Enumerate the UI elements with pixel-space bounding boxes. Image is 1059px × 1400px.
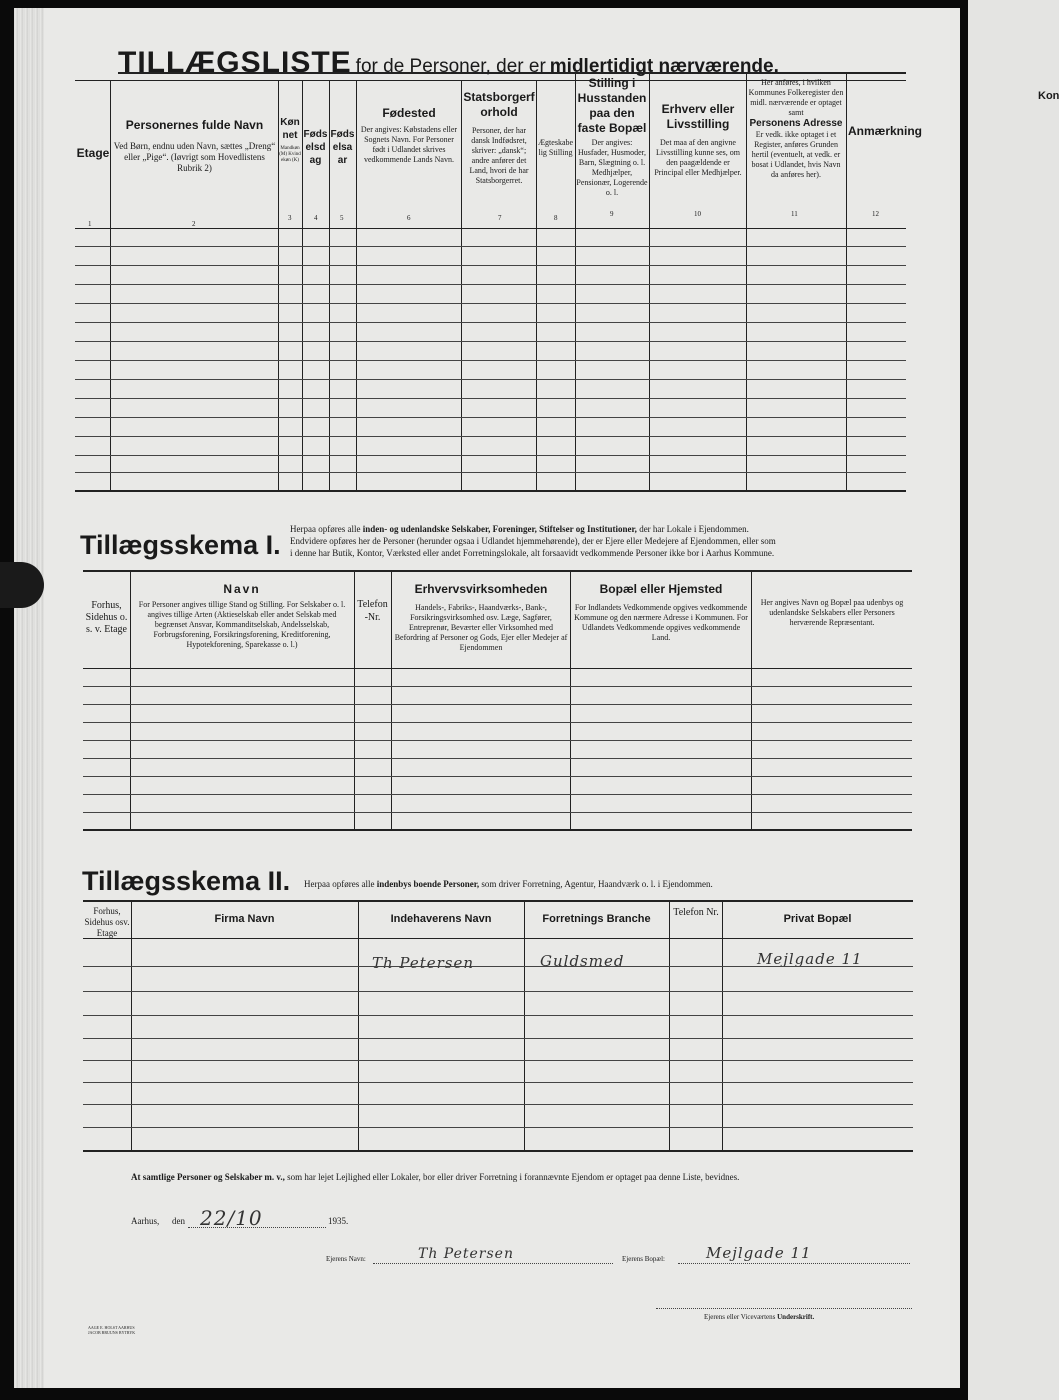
skema2-desc-bold: indenbys boende Personer,	[376, 879, 480, 889]
skema1-vline	[130, 570, 131, 829]
skema2-col-bopael: Privat Bopæl	[783, 913, 852, 925]
skema1-col-navn	[134, 582, 350, 650]
footer-statement	[131, 1172, 921, 1183]
skema1-top-line	[83, 570, 912, 572]
liste-col-statsborger-title: Statsborgerforhold	[463, 90, 535, 119]
footer-owner-name-label: Ejerens Navn:	[326, 1255, 366, 1263]
liste-col-foedested-title: Fødested	[382, 106, 436, 120]
liste-colnum-5: 5	[340, 214, 344, 222]
liste-col-foedested-sub: Der angives: Købstadens eller Sognets Navn. For Personer født i Udlandet skrives vedkommende Lands Navn.	[360, 125, 458, 164]
skema1-col-navn-sub: For Personer angives tillige Stand og Stilling. For Selskaber o. l. angives tillige Arten (Aktieselskab eller andet Selskab med begrænset Ansvar, Kommanditselskab, Andelsselskab, Forbrugsforening, Forsikringsforening, Kreditforening, Hypotekforening, Sparekasse o. l.)	[138, 600, 346, 649]
skema1-col-telefon: Telefon-Nr.	[357, 599, 388, 623]
footer-statement-rest: som har lejet Lejlighed eller Lokaler, bor eller driver Forretning i forannævnte Ejendom er optaget paa denne Liste, bevidnes.	[287, 1172, 740, 1182]
footer-owner-name-hand: Th Petersen	[418, 1246, 514, 1262]
footer-den: den	[172, 1216, 185, 1226]
liste-vline	[649, 72, 650, 490]
main-title-big: TILLÆGSLISTE	[118, 46, 352, 79]
skema1-vline	[570, 570, 571, 829]
liste-row-line	[75, 246, 906, 247]
footer-statement-bold: At samtlige Personer og Selskaber m. v.,	[131, 1172, 285, 1182]
main-title-bold: midlertidigt nærværende.	[549, 56, 779, 77]
skema2-desc-post: som driver Forretning, Agentur, Haandværk o. l. i Ejendommen.	[481, 879, 713, 889]
skema1-row-line	[83, 776, 912, 777]
liste-col-koen	[279, 116, 301, 164]
liste-col-statsborger	[463, 90, 535, 186]
skema2-desc-pre: Herpaa opføres alle	[304, 879, 375, 889]
liste-row-line	[75, 379, 906, 380]
skema1-row-line	[83, 812, 912, 813]
liste-col-erhverv-title: Erhverv eller Livsstilling	[661, 102, 735, 131]
skema1-col-erhverv	[394, 582, 568, 653]
liste-vline	[461, 80, 462, 490]
skema1-row-line	[83, 704, 912, 705]
skema2-top-line	[83, 900, 913, 902]
liste-row-line	[75, 265, 906, 266]
skema1-col-navn-title: Navn	[223, 582, 261, 596]
liste-row-line	[75, 436, 906, 437]
liste-row-line	[75, 398, 906, 399]
liste-row-line	[75, 455, 906, 456]
skema2-entry-indehaver: Th Petersen	[372, 954, 475, 972]
liste-col-adresse-subtop: Her anføres, i hvilken Kommunes Folkeregister den midl. nærværende er optaget samt	[748, 78, 844, 117]
skema2-row-line	[83, 1082, 913, 1083]
liste-col-stilling	[576, 76, 648, 198]
liste-col-foedselsdag: Fødselsdag	[303, 129, 328, 166]
skema1-col-etage: Forhus, Sidehus o. s. v. Etage	[85, 600, 128, 635]
liste-row-line	[75, 303, 906, 304]
liste-vline	[575, 72, 576, 490]
liste-vline	[110, 80, 111, 490]
skema2-row-line	[83, 1104, 913, 1105]
skema1-col-erhverv-title: Erhvervsvirksomheden	[414, 582, 548, 596]
skema1-bottom-line	[83, 829, 912, 831]
liste-col-koen-sub: Mandkøn (M) Kvindekøn (K)	[279, 146, 301, 163]
skema2-row-line	[83, 1127, 913, 1128]
liste-colnum-11: 11	[791, 210, 798, 218]
skema2-col-etage: Forhus, Sidehus osv. Etage	[84, 906, 130, 938]
skema1-row-line	[83, 794, 912, 795]
skema2-vline	[722, 900, 723, 1150]
liste-vline	[536, 80, 537, 490]
liste-row-line	[75, 472, 906, 473]
skema1-row-line	[83, 722, 912, 723]
liste-vline	[329, 80, 330, 490]
skema1-desc-3: i denne har Butik, Kontor, Værksted eller andet Forretningslokale, alt forsaavidt vedkommende Personer ikke bor i Aarhus Kommune.	[290, 548, 775, 558]
liste-row-line	[75, 360, 906, 361]
liste-vline	[302, 80, 303, 490]
footer-printer: AAGE E. HOLST AARHUS JACOB BRUUNS BYTRYK	[88, 1325, 136, 1335]
skema2-row-line	[83, 1060, 913, 1061]
skema2-col-branche: Forretnings Branche	[542, 913, 651, 925]
liste-colnum-7: 7	[498, 214, 502, 222]
skema1-col-bopael-title: Bopæl eller Hjemsted	[599, 582, 723, 596]
liste-col-erhverv-sub: Det maa af den angivne Livsstilling kunne ses, om den paagældende er Principal eller Medhjælper.	[654, 138, 742, 177]
skema2-title: Tillægsskema II.	[82, 866, 291, 896]
skema2-row-line	[83, 1015, 913, 1016]
liste-vline	[278, 80, 279, 490]
skema1-desc-1-pre: Herpaa opføres alle	[290, 524, 361, 534]
liste-col-anmaerkning: Anmærkning	[848, 124, 923, 138]
skema1-row-line	[83, 740, 912, 741]
skema1-desc-1-bold: inden- og udenlandske Selskaber, Foreninger, Stiftelser og Institutioner,	[362, 524, 637, 534]
skema1-vline	[354, 570, 355, 829]
liste-colnum-3: 3	[288, 214, 292, 222]
liste-col-adresse-title: Personens Adresse	[749, 118, 843, 129]
skema2-col-indehaver: Indehaverens Navn	[390, 913, 492, 925]
skema1-col-bopael-sub: For Indlandets Vedkommende opgives vedkommende Kommune og den nærmere Adresse i Kommunen. For Udlandets Vedkommende opgives vedkommende Land.	[574, 603, 748, 642]
liste-col-statsborger-sub: Personer, der har dansk Indfødsret, skriver: „dansk“; andre anfører det Land, hvori de har Statsborgerret.	[469, 126, 529, 185]
liste-bottom-line	[75, 490, 906, 492]
liste-col-etage: Etage	[76, 146, 110, 160]
skema2-entry-bopael: Mejlgade 11	[757, 950, 863, 968]
liste-col-navn	[112, 118, 277, 174]
liste-header-bottom-line	[75, 228, 906, 229]
skema2-col-telefon: Telefon Nr.	[673, 907, 719, 918]
skema2-vline	[669, 900, 670, 1150]
skema1-description	[290, 523, 912, 559]
liste-colnum-9: 9	[610, 210, 614, 218]
footer-place: Aarhus,	[131, 1216, 160, 1226]
footer-year: 1935.	[328, 1216, 349, 1226]
footer-owner-address-line	[678, 1263, 910, 1264]
liste-col-koen-title: Kønnet	[280, 117, 300, 141]
liste-col-adresse-sub: Er vedk. ikke optaget i et Register, anføres Grunden hertil (eventuelt, at vedk. er bosat i Udlandet, hvis Navn da anføres her).	[751, 130, 841, 179]
liste-colnum-6: 6	[407, 214, 411, 222]
skema1-title: Tillægsskema I.	[80, 530, 281, 560]
skema2-bottom-line	[83, 1150, 913, 1152]
next-page-edge	[968, 0, 1059, 1400]
liste-col-foedselsaar: Fødselsaar	[330, 129, 355, 166]
main-title	[118, 46, 779, 80]
liste-colnum-2: 2	[192, 220, 196, 228]
skema1-col-repraesentant: Her angives Navn og Bopæl paa udenbys og udenlandske Selskabers eller Personers herværende Repræsentant.	[760, 598, 904, 627]
liste-colnum-10: 10	[694, 210, 701, 218]
skema2-row-line	[83, 966, 913, 967]
title-rule	[118, 72, 906, 74]
liste-col-adresse	[748, 78, 844, 180]
skema2-vline	[131, 900, 132, 1150]
skema1-vline	[391, 570, 392, 829]
footer-date-hand: 22/10	[200, 1206, 263, 1230]
liste-row-line	[75, 284, 906, 285]
skema2-vline	[524, 900, 525, 1150]
footer-owner-address-hand: Mejlgade 11	[706, 1244, 812, 1262]
liste-col-erhverv	[651, 102, 745, 178]
footer-signature-label-pre: Ejerens eller Viceværtens	[704, 1313, 776, 1321]
liste-col-stilling-sub: Der angives: Husfader, Husmoder, Barn, Slægtning o. l. Medhjælper, Pensionær, Logerende o. l.	[576, 138, 648, 197]
liste-col-navn-sub: Ved Børn, endnu uden Navn, sættes „Dreng“ eller „Pige“. (Iøvrigt som Hovedlistens Rubrik 2)	[113, 141, 276, 173]
page-edge	[14, 8, 44, 1388]
main-title-pre: for de Personer, der er	[355, 56, 546, 77]
skema2-vline	[358, 900, 359, 1150]
footer-owner-address-label: Ejerens Bopæl:	[622, 1255, 665, 1263]
liste-col-navn-title: Personernes fulde Navn	[125, 118, 264, 132]
skema2-row-line	[83, 991, 913, 992]
skema2-entry-branche: Guldsmed	[540, 952, 625, 970]
footer-owner-name-line	[373, 1263, 613, 1264]
liste-row-line	[75, 417, 906, 418]
liste-colnum-1: 1	[88, 220, 92, 228]
liste-vline	[356, 80, 357, 490]
skema1-desc-2: Endvidere opføres her de Personer (herunder ogsaa i Udlandet hjemmehørende), der er Ejere eller Medejere af Ejendommen, eller som	[290, 536, 776, 546]
skema1-desc-1-post: der har Lokale i Ejendommen.	[639, 524, 749, 534]
liste-vline	[846, 72, 847, 490]
skema2-col-firma: Firma Navn	[214, 913, 275, 925]
skema1-row-line	[83, 758, 912, 759]
skema2-header-bottom-line	[83, 938, 913, 939]
skema1-header-bottom-line	[83, 668, 912, 669]
skema2-description	[304, 879, 914, 890]
liste-col-aegteskab: Ægteskabelig Stilling	[537, 138, 574, 157]
liste-colnum-12: 12	[872, 210, 879, 218]
next-page-text: Kon	[1038, 90, 1059, 102]
liste-colnum-8: 8	[554, 214, 558, 222]
liste-row-line	[75, 322, 906, 323]
skema1-col-bopael	[574, 582, 748, 643]
skema1-vline	[751, 570, 752, 829]
liste-colnum-4: 4	[314, 214, 318, 222]
footer-signature-label-bold: Underskrift.	[777, 1313, 815, 1321]
binder-clip	[0, 562, 44, 608]
footer-signature-label	[704, 1314, 814, 1320]
liste-col-foedested	[358, 106, 460, 165]
liste-vline	[746, 72, 747, 490]
skema1-col-erhverv-sub: Handels-, Fabriks-, Haandværks-, Bank-, Forsikringsvirksomhed osv. Læge, Sagfører, Entreprenør, Beværter eller Virksomhed med Befordring af Personer og Gods, Ejer eller Medejer af Ejendommen	[394, 603, 568, 652]
liste-col-stilling-title: Stilling i Husstanden paa den faste Bopæl	[577, 76, 647, 135]
skema1-row-line	[83, 686, 912, 687]
skema2-row-line	[83, 1038, 913, 1039]
liste-row-line	[75, 341, 906, 342]
footer-signature-line	[656, 1308, 912, 1309]
